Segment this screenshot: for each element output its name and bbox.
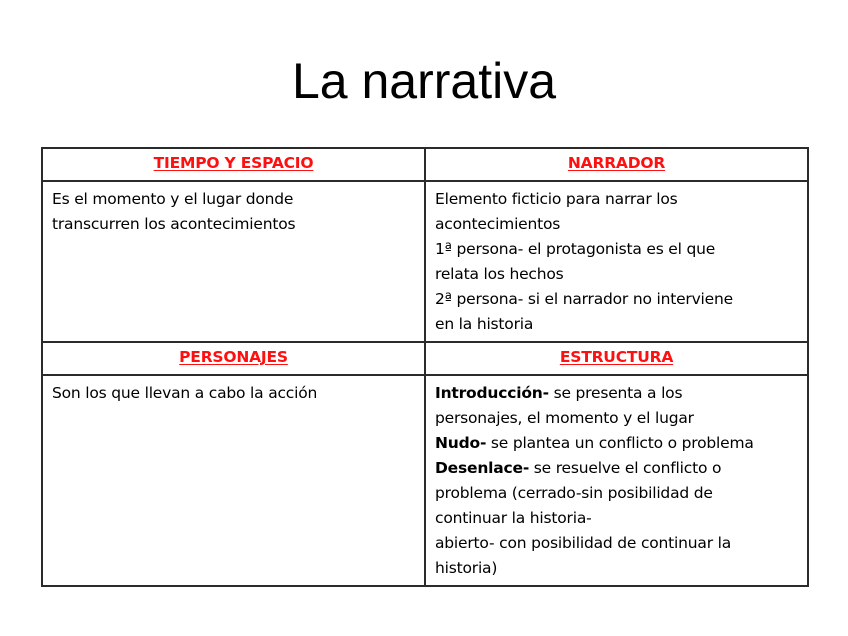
term-description: personajes, el momento y el lugar [435,409,694,427]
term-description: se plantea un conflicto o problema [486,434,754,452]
term-description: abierto- con posibilidad de continuar la [435,534,732,552]
term-description: se presenta a los [548,384,683,402]
text-line: Elemento ficticio para narrar los [435,190,678,208]
text-line: 2ª persona- si el narrador no interviene [435,290,733,308]
header-label-estructura: ESTRUCTURA [559,348,674,366]
cell-narrador-content [425,181,808,342]
header-label-personajes: PERSONAJES [179,348,288,366]
cell-tiempo-espacio-content [42,181,425,342]
text-line [435,431,798,456]
header-cell-estructura [425,342,808,375]
term-label: Nudo- [435,434,487,452]
cell-personajes-content [42,375,425,586]
header-cell-personajes [42,342,425,375]
text-line: acontecimientos [435,215,561,233]
text-line: relata los hechos [435,265,564,283]
header-label-tiempo-espacio: TIEMPO Y ESPACIO [153,154,314,172]
cell-estructura-content [425,375,808,586]
text-line [435,381,798,406]
text-line: 1ª persona- el protagonista es el que [435,240,716,258]
text-line: en la historia [435,315,534,333]
header-label-narrador: NARRADOR [567,154,666,172]
text-line [435,506,798,531]
text-line: transcurren los acontecimientos [52,215,296,233]
text-line [435,531,798,556]
term-description: se resuelve el conflicto o [529,459,722,477]
table-row [42,181,808,342]
text-line: Son los que llevan a cabo la acción [52,384,318,402]
header-cell-narrador [425,148,808,181]
term-description: problema (cerrado-sin posibilidad de [435,484,713,502]
text-line: Es el momento y el lugar donde [52,190,294,208]
text-line [435,456,798,481]
text-line [435,556,798,581]
table-header-row [42,342,808,375]
table-row [42,375,808,586]
header-cell-tiempo-espacio [42,148,425,181]
term-description: continuar la historia- [435,509,592,527]
narrative-elements-table [41,147,809,587]
page-title: La narrativa [291,53,557,109]
text-line [435,481,798,506]
term-label: Desenlace- [435,459,530,477]
table-header-row [42,148,808,181]
term-description: historia) [435,559,498,577]
text-line [435,406,798,431]
term-label: Introducción- [435,384,549,402]
